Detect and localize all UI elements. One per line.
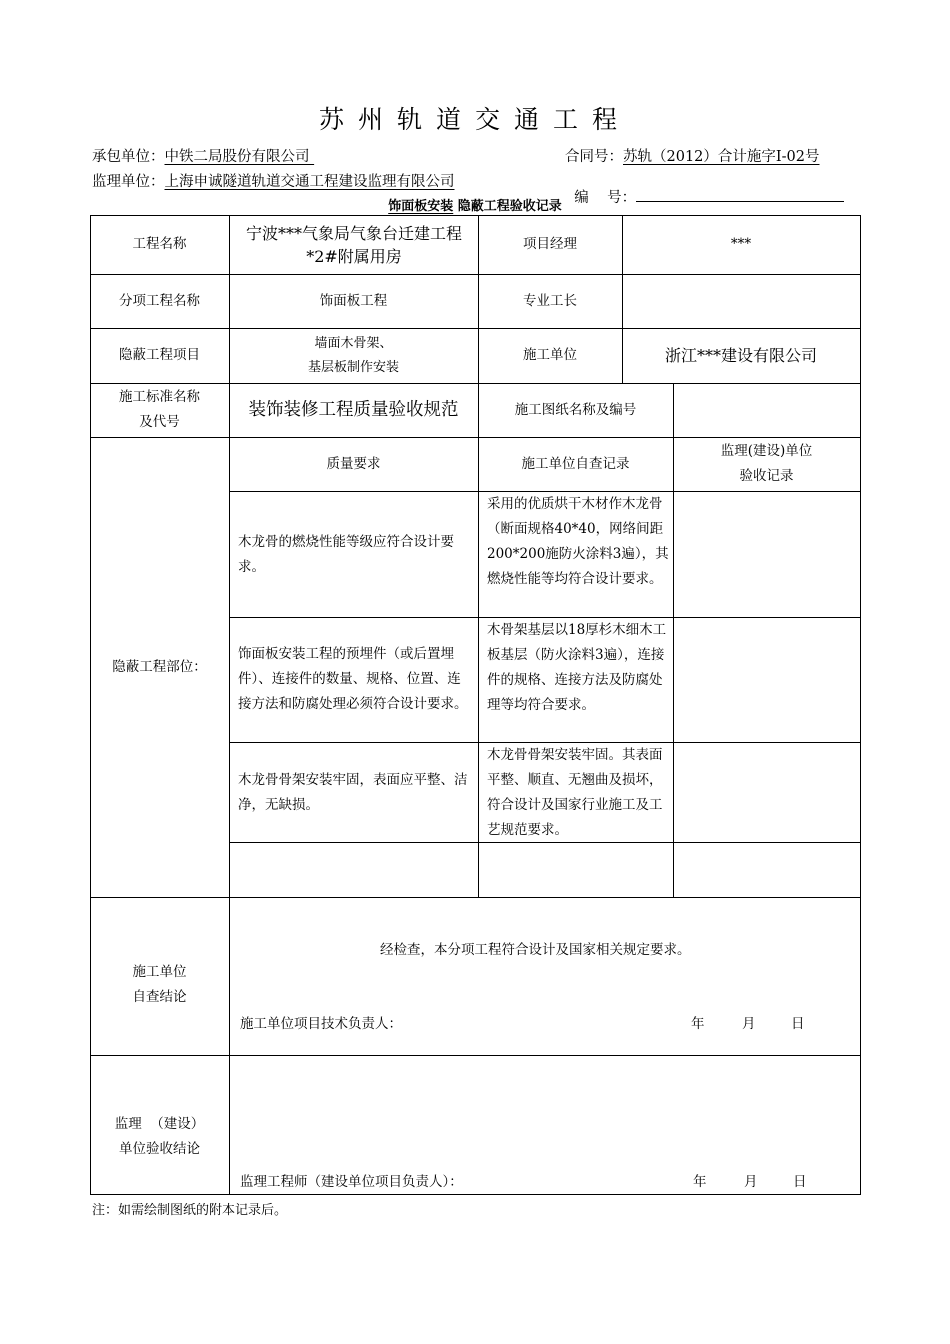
project-manager-label: 项目经理 (523, 236, 577, 252)
hidden-item-value: 墙面木骨架、 基层板制作安装 (307, 335, 399, 375)
col-supervision-header: 监理(建设)单位 验收记录 (720, 443, 813, 484)
construction-unit-label: 施工单位 (523, 347, 577, 363)
standard-value: 装饰装修工程质量验收规范 (248, 399, 459, 420)
subtitle-item: 饰面板安装 (388, 199, 454, 214)
drawing-value (673, 383, 860, 437)
self-date-day: 日 (791, 1016, 805, 1032)
self-conclusion-label: 施工单位 自查结论 (132, 964, 187, 1005)
drawing-label: 施工图纸名称及编号 (514, 401, 637, 418)
construction-unit-value: 浙江***建设有限公司 (664, 346, 817, 365)
self-conclusion-text: 经检查，本分项工程符合设计及国家相关规定要求。 (380, 942, 691, 958)
page-title: 苏州轨道交通工程 (318, 105, 631, 134)
project-name-label: 工程名称 (132, 236, 187, 252)
sub-project-value: 饰面板工程 (319, 292, 388, 309)
col-self-check-header: 施工单位自查记录 (521, 455, 630, 472)
requirement-cell: 饰面板安装工程的预埋件（或后置埋件）、连接件的数量、规格、位置、连接方法和防腐处理必须符合设计要求。 (238, 646, 468, 712)
sup-date-day: 日 (793, 1174, 807, 1190)
sup-sign-label: 监理工程师（建设单位项目负责人）： (240, 1174, 463, 1190)
self-date-year: 年 (691, 1016, 705, 1032)
foreman-value (622, 274, 860, 328)
self-check-cell: 采用的优质烘干木材作木龙骨（断面规格40*40，网络间距200*200施防火涂料3遍），其燃烧性能等均符合设计要求。 (487, 496, 669, 587)
self-date-month: 月 (742, 1016, 756, 1032)
col-quality-header: 质量要求 (326, 455, 381, 472)
supervisor-value: 上海申诚隧道轨道交通工程建设监理有限公司 (164, 174, 455, 190)
self-check-cell: 木龙骨骨架安装牢固。其表面平整、顺直、无翘曲及损坏，符合设计及国家行业施工及工艺规范要求。 (487, 747, 663, 838)
hidden-part-label: 隐蔽工程部位： (112, 658, 207, 675)
contract-no-value: 苏轨（2012）合计施字Ⅰ-02号 (623, 149, 820, 165)
contract-no-label: 合同号： (565, 149, 623, 165)
project-manager-value: *** (730, 236, 752, 252)
self-check-cell: 木骨架基层以18厚杉木细木工板基层（防火涂料3遍），连接件的规格、连接方法及防腐处理等均符合要求。 (487, 622, 667, 713)
form-subtitle (0, 195, 950, 214)
contract-no-line (565, 145, 819, 166)
sub-project-label: 分项工程名称 (119, 292, 200, 309)
standard-label: 施工标准名称 及代号 (119, 389, 200, 430)
self-sign-label: 施工单位项目技术负责人： (240, 1016, 402, 1032)
supervisor-line (92, 170, 455, 191)
sup-conclusion-label: 监理 （建设） 单位验收结论 (114, 1115, 205, 1157)
serial-label: 编 号： (574, 190, 637, 206)
supervisor-label: 监理单位： (92, 174, 165, 190)
contractor-value: 中铁二局股份有限公司 (164, 149, 310, 165)
requirement-cell: 木龙骨的燃烧性能等级应符合设计要求。 (238, 534, 454, 575)
foreman-label: 专业工长 (523, 292, 577, 309)
project-name-value: 宁波***气象局气象台迁建工程*2#附属用房 (245, 223, 462, 266)
requirement-cell: 木龙骨骨架安装牢固，表面应平整、洁净，无缺损。 (238, 772, 468, 813)
sup-date-month: 月 (744, 1174, 758, 1190)
subtitle-record: 隐蔽工程验收记录 (453, 199, 562, 214)
footnote: 注：如需绘制图纸的附本记录后。 (92, 1203, 288, 1218)
contractor-label: 承包单位： (92, 149, 165, 165)
sup-date-year: 年 (693, 1174, 707, 1190)
contractor-line (92, 145, 314, 166)
hidden-item-label: 隐蔽工程项目 (119, 347, 200, 363)
